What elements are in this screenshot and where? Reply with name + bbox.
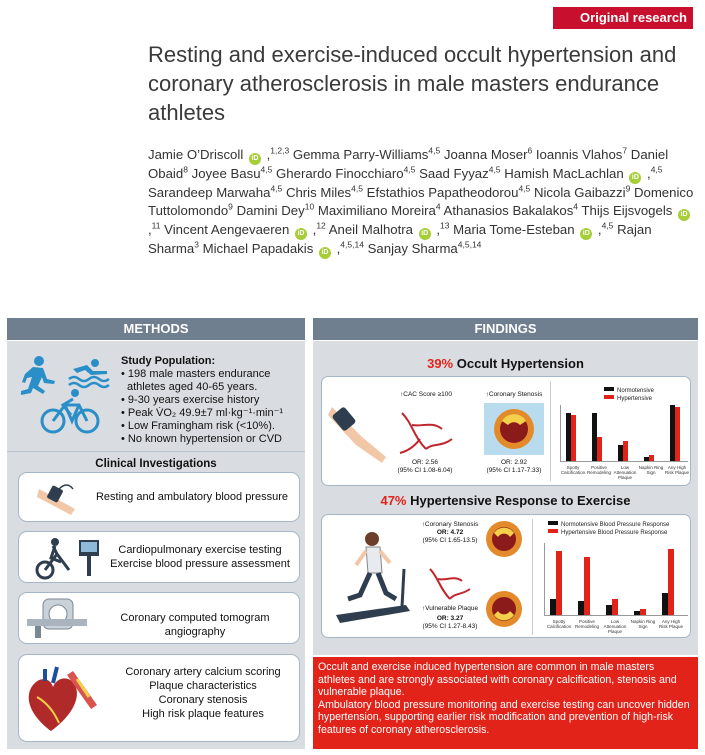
findings-header: FINDINGS <box>313 318 698 340</box>
chart-axis <box>544 543 545 615</box>
x-label: Napkin Ring Sign <box>638 465 664 475</box>
study-item: athletes aged 40-65 years. <box>127 381 258 393</box>
investigation-text: Coronary computed tomogram angiography <box>120 612 270 638</box>
exercise-bike-icon <box>25 536 105 580</box>
chart-legend <box>548 521 669 537</box>
author[interactable]: Vincent Aengevaeren iD ,$^{12}$ <box>164 222 326 237</box>
author-name: Sanjay Sharma <box>367 241 458 257</box>
study-population-label: Study Population <box>121 355 212 367</box>
bar <box>597 437 602 461</box>
affiliation-number: 4 <box>435 201 441 212</box>
author[interactable] <box>368 241 482 256</box>
affiliation-number: 10 <box>304 201 315 212</box>
legend-hypertensive: Hypertensive <box>617 396 653 402</box>
x-label: Low Attenuation Plaque <box>613 465 637 480</box>
chart-axis <box>560 461 688 462</box>
x-label: Napkin Ring Sign <box>630 619 656 629</box>
affiliation-number: 4,5 <box>270 183 283 194</box>
investigation-card <box>18 531 300 583</box>
athlete-icons <box>17 355 117 437</box>
affiliation-number: 3 <box>194 239 199 250</box>
author[interactable] <box>444 203 579 218</box>
affiliation-number: 4 <box>573 201 579 212</box>
ct-scanner-icon <box>25 597 91 641</box>
coronary-tree-icon <box>422 561 478 605</box>
article-type-tag: Original research <box>553 7 693 29</box>
author-name: Chris Miles <box>285 185 352 200</box>
study-item: • 198 male masters endurance <box>121 368 271 380</box>
investigation-text: Resting and ambulatory blood pressure <box>95 491 288 503</box>
author[interactable] <box>286 185 363 200</box>
orcid-icon[interactable]: iD <box>249 153 261 165</box>
author-name: Aneil Malhotra <box>328 222 414 238</box>
chart-axis <box>560 405 561 461</box>
affiliation-number: 4,5 <box>488 164 501 175</box>
chart-axis <box>544 615 688 616</box>
hre-label: Hypertensive Response to Exercise <box>410 493 631 508</box>
treadmill-runner-icon <box>332 529 416 633</box>
orcid-icon[interactable]: iD <box>295 228 307 240</box>
bar <box>612 599 618 615</box>
occult-hypertension-card <box>321 376 691 486</box>
affiliation-number: 4,5 <box>428 145 441 156</box>
stenosis-label: ↑Coronary Stenosis <box>421 521 479 528</box>
or-value: OR: 4.72 <box>436 529 464 536</box>
affiliation-number: 11 <box>151 220 161 231</box>
investigation-text: Coronary artery calcium scoring <box>125 666 281 678</box>
study-item: • No known hypertension or CVD <box>121 433 282 445</box>
author[interactable] <box>192 166 273 181</box>
investigation-text: Coronary stenosis <box>158 694 248 706</box>
or-value: OR: 2.92 <box>500 459 527 466</box>
study-population: Study Population: • 198 male masters endurance athletes aged 40-65 years. • 9-30 years exercise history • Peak V̇O₂ 49.9±7 ml·kg⁻¹·min⁻¹ • Low Framingham risk (<10%). • No known hypertension or CVD <box>121 355 301 446</box>
divider <box>7 451 305 452</box>
affiliation-number: 4,5 <box>601 220 614 231</box>
x-label: Any High Risk Plaque <box>658 619 683 629</box>
orcid-icon[interactable]: iD <box>319 247 331 259</box>
runner-icon <box>21 356 55 395</box>
author[interactable] <box>237 203 315 218</box>
swimmer-icon <box>69 359 109 387</box>
occult-hypertension-label: Occult Hypertension <box>456 356 584 371</box>
author[interactable] <box>276 166 415 181</box>
affiliation-number: 9 <box>228 201 233 212</box>
study-item: • Low Framingham risk (<10%). <box>121 420 275 432</box>
investigation-card <box>18 592 300 644</box>
heart-artery-icon <box>23 661 103 737</box>
affiliation-number: 8 <box>183 164 188 175</box>
author-name: Domenico Tuttolomondo <box>148 185 694 219</box>
author-name: Nicola Gaibazzi <box>533 185 626 200</box>
legend-hypertensive-response: Hypertensive Blood Pressure Response <box>561 530 668 536</box>
bar <box>623 441 628 461</box>
orcid-icon[interactable]: iD <box>419 228 431 240</box>
affiliation-number: 4,5 <box>650 164 663 175</box>
author[interactable] <box>419 166 500 181</box>
bar <box>571 415 576 461</box>
legend-normotensive: Normotensive <box>617 388 655 394</box>
chart-legend <box>604 387 654 403</box>
study-item: • 9-30 years exercise history <box>121 394 260 406</box>
bp-cuff-icon <box>35 479 81 517</box>
article-title: Resting and exercise-induced occult hypertension and coronary atherosclerosis in male masters endurance athletes <box>148 42 677 125</box>
investigation-text: Plaque characteristics <box>149 680 257 692</box>
bar <box>584 557 590 615</box>
investigation-card <box>18 472 300 522</box>
author[interactable]: Hamish MacLachlan iD ,$^{4,5}$ <box>504 166 662 181</box>
author-name: Damini Dey <box>236 203 305 219</box>
author[interactable] <box>148 185 282 200</box>
author-name: Ioannis Vlahos <box>535 147 623 162</box>
author[interactable]: Michael Papadakis iD ,$^{4,5,14}$ <box>203 241 364 256</box>
investigation-text: Cardiopulmonary exercise testing <box>118 544 282 556</box>
stenosis-label: ↑Coronary Stenosis <box>485 391 543 398</box>
artery-cross-section-icon <box>482 589 526 629</box>
author-name: Saad Fyyaz <box>419 166 489 181</box>
x-label: Positive Remodeling <box>574 619 599 629</box>
author-name: Daniel Obaid <box>148 147 669 181</box>
occult-hypertension-pct: 39% <box>427 356 454 371</box>
hre-title <box>313 493 698 508</box>
or-value: OR: 3.27 <box>436 615 464 622</box>
x-label: Spotty Calcification <box>546 619 572 629</box>
affiliation-number: 6 <box>527 145 533 156</box>
bar <box>556 551 562 615</box>
artery-cross-section-icon <box>484 403 544 455</box>
investigation-text: Exercise blood pressure assessment <box>110 558 290 570</box>
plaque-label: ↑Vulnerable Plaque <box>421 605 479 612</box>
affiliation-number: 4,5 <box>518 183 531 194</box>
clinical-investigations-title: Clinical Investigations <box>95 458 217 470</box>
bar <box>675 407 680 461</box>
affiliation-number: 4,5,14 <box>457 239 482 250</box>
affiliation-number: 9 <box>625 183 631 194</box>
author[interactable]: Jamie O’Driscoll iD ,$^{1,2,3}$ <box>148 147 289 162</box>
bar <box>649 455 654 461</box>
hre-pct: 47% <box>380 493 407 508</box>
affiliation-number: 4,5 <box>260 164 273 175</box>
author-name: Vincent Aengevaeren <box>164 222 290 238</box>
artery-cross-section-icon <box>482 519 526 559</box>
affiliation-number: 4,5,14 <box>340 239 364 250</box>
affiliation-number: 1,2,3 <box>270 145 290 156</box>
ci-value: (95% CI 1.65-13.5) <box>422 537 478 544</box>
investigation-text: High risk plaque features <box>142 708 264 720</box>
x-label: Positive Remodeling <box>586 465 611 475</box>
cyclist-icon <box>42 389 98 432</box>
author[interactable]: Maria Tome-Esteban iD ,$^{4,5}$ <box>453 222 613 237</box>
author[interactable] <box>444 147 532 162</box>
author-name: Athanasios Bakalakos <box>443 203 574 219</box>
author-name: Efstathios Papatheodorou <box>366 185 519 200</box>
author-name: Gemma Parry-Williams <box>292 147 429 162</box>
x-label: Any High Risk Plaque <box>664 465 689 475</box>
author-name: Michael Papadakis <box>202 241 314 257</box>
author-name: Gherardo Finocchiaro <box>276 166 404 181</box>
legend-normotensive-response: Normotensive Blood Pressure Response <box>561 522 670 528</box>
coronary-tree-icon <box>392 403 462 459</box>
author[interactable]: Thijs Eijsvogels iD ,$^{11}$ <box>148 203 692 237</box>
cac-label: ↑CAC Score ≥100 <box>400 391 452 398</box>
orcid-icon[interactable]: iD <box>678 209 690 221</box>
study-item: • Peak V̇O₂ 49.9±7 ml·kg⁻¹·min⁻¹ <box>121 407 284 419</box>
author-name: Rajan Sharma <box>148 222 652 257</box>
author-name: Thijs Eijsvogels <box>581 203 673 219</box>
author[interactable] <box>536 147 627 162</box>
author-name: Sarandeep Marwaha <box>148 185 271 200</box>
findings-summary <box>313 657 698 749</box>
bar <box>668 549 674 615</box>
author[interactable] <box>367 185 531 200</box>
author[interactable]: Aneil Malhotra iD ,$^{13}$ <box>329 222 450 237</box>
arm-cuff-icon <box>326 397 392 467</box>
bar <box>640 609 646 615</box>
summary-paragraph: Occult and exercise induced hypertension are common in male masters athletes and are strongly associated with coronary calcification, stenosis and vulnerable plaque. <box>318 661 677 699</box>
methods-header: METHODS <box>7 318 305 340</box>
divider <box>532 519 533 635</box>
affiliation-number: 7 <box>622 145 628 156</box>
orcid-icon[interactable]: iD <box>580 228 592 240</box>
author-name: Joyee Basu <box>191 166 261 181</box>
affiliation-number: 4,5 <box>403 164 416 175</box>
x-label: Low Attenuation Plaque <box>603 619 627 634</box>
hre-card <box>321 514 691 638</box>
or-value: OR: 2.56 <box>411 459 438 466</box>
affiliation-number: 13 <box>440 220 450 231</box>
summary-paragraph: Ambulatory blood pressure monitoring and exercise testing can uncover hidden hypertension, supporting earlier risk modification and prevention of high-risk features of coronary atherosclerosis. <box>318 698 690 736</box>
x-label: Spotty Calcification <box>560 465 586 475</box>
author-name: Hamish MacLachlan <box>504 166 624 181</box>
ci-value: (95% CI 1.08-6.04) <box>397 467 453 474</box>
affiliation-number: 4,5 <box>351 183 363 194</box>
author-list <box>148 146 700 259</box>
author-name: Jamie O’Driscoll <box>148 147 244 162</box>
author[interactable] <box>534 185 630 200</box>
author[interactable] <box>318 203 441 218</box>
occult-hypertension-title <box>313 356 698 371</box>
affiliation-number: 12 <box>316 220 326 231</box>
author-name: Maximiliano Moreira <box>317 203 436 219</box>
investigation-card <box>18 654 300 742</box>
author[interactable] <box>293 147 440 162</box>
author-name: Joanna Moser <box>443 147 528 162</box>
ci-value: (95% CI 1.17-7.33) <box>486 467 542 474</box>
divider <box>550 381 551 481</box>
author-name: Maria Tome-Esteban <box>453 222 575 238</box>
orcid-icon[interactable]: iD <box>629 172 641 184</box>
ci-value: (95% CI 1.27-8.43) <box>422 623 478 630</box>
